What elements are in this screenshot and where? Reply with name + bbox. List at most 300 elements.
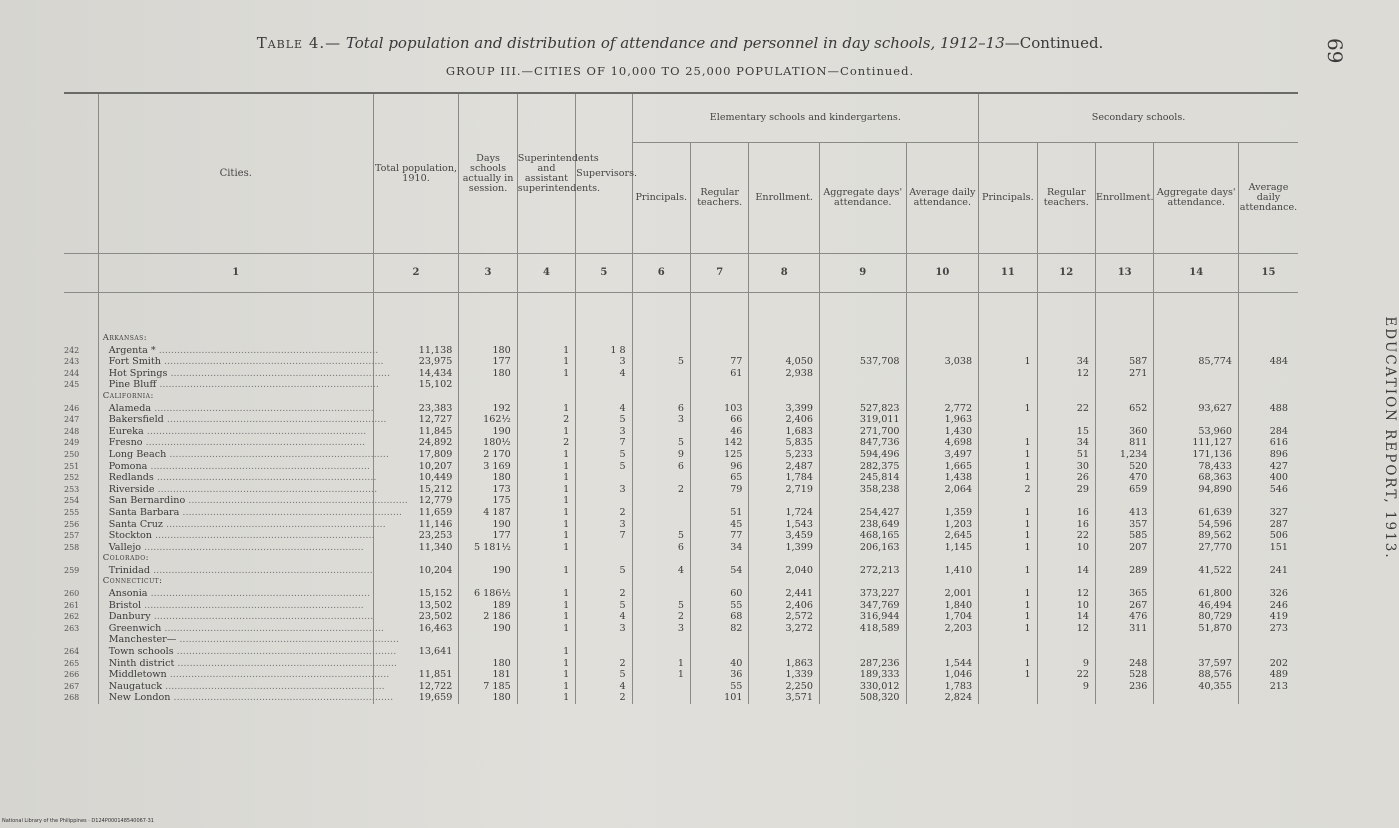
- cell-col-10: 1,840: [906, 600, 979, 612]
- row-number: [64, 634, 98, 646]
- table-row: [64, 507, 1298, 519]
- cell-col-12: 14: [1037, 611, 1095, 623]
- city-name: [98, 669, 390, 681]
- cell-col-10: 1,438: [906, 472, 979, 484]
- row-number: 268: [64, 693, 80, 703]
- page-number: 69: [1323, 38, 1347, 64]
- cell-col-12: [1037, 646, 1095, 658]
- cell-col-15: [1239, 368, 1299, 380]
- cell-col-8: [749, 646, 820, 658]
- cell-col-6: 9: [632, 449, 690, 461]
- cell-col-5: 4: [576, 403, 632, 415]
- table-row: [64, 345, 1298, 357]
- cell-col-12: 12: [1037, 623, 1095, 635]
- city-name: [98, 518, 386, 531]
- running-head: EDUCATION REPORT, 1913.: [1382, 316, 1398, 560]
- cell-col-4: 1: [517, 507, 575, 519]
- column-number: 6: [632, 254, 690, 293]
- leader-dots: ........................................................................: [173, 646, 397, 658]
- cell-col-11: [979, 368, 1037, 380]
- cell-col-2: 12,779: [373, 495, 459, 507]
- cell-col-7: [691, 634, 749, 646]
- city-label: Ninth district: [108, 657, 175, 669]
- header-elem-aggregate: Aggregate days' attendance.: [819, 143, 906, 254]
- cell-col-7: 51: [691, 507, 749, 519]
- header-secondary-group: Secondary schools.: [979, 93, 1298, 143]
- cell-col-6: [632, 472, 690, 484]
- spacer-cell: [98, 293, 373, 334]
- empty-cell: [1095, 576, 1153, 588]
- cell-col-13: 470: [1095, 472, 1153, 484]
- spacer-cell: [1154, 293, 1239, 334]
- cell-col-6: 6: [632, 461, 690, 473]
- cell-col-14: [1154, 692, 1239, 704]
- cell-col-8: 3,459: [749, 530, 820, 542]
- cell-col-3: 2 170: [459, 449, 517, 461]
- cell-col-13: 311: [1095, 623, 1153, 635]
- empty-cell: [1037, 553, 1095, 565]
- empty-cell: [576, 553, 632, 565]
- cell-col-7: 77: [691, 530, 749, 542]
- header-elem-teachers: Regular teachers.: [691, 143, 749, 254]
- cell-col-2: 24,892: [373, 437, 459, 449]
- cell-col-6: 5: [632, 356, 690, 368]
- cell-col-2: 10,449: [373, 472, 459, 484]
- table-row: [64, 379, 1298, 391]
- header-population: Total population, 1910.: [373, 93, 459, 254]
- cell-col-9: [819, 379, 906, 391]
- row-number: 255: [64, 507, 80, 517]
- cell-col-11: [979, 692, 1037, 704]
- state-name: Arkansas:: [98, 333, 373, 345]
- empty-cell: [576, 391, 632, 403]
- cell-col-11: 1: [979, 669, 1037, 681]
- cell-col-14: [1154, 646, 1239, 658]
- cell-col-6: [632, 495, 690, 507]
- city-name: [98, 356, 384, 368]
- cell-col-13: 811: [1095, 437, 1153, 449]
- table-row: [64, 414, 1298, 426]
- cell-col-2: 15,102: [373, 379, 459, 391]
- spacer-cell: [373, 293, 459, 334]
- empty-cell: [819, 576, 906, 588]
- cell-col-15: 488: [1239, 403, 1299, 415]
- cell-col-14: 85,774: [1154, 356, 1239, 368]
- cell-col-8: 5,835: [749, 437, 820, 449]
- cell-col-6: 6: [632, 403, 690, 415]
- cell-col-15: 616: [1239, 437, 1299, 449]
- cell-col-8: 1,683: [749, 426, 820, 438]
- column-number: 10: [906, 254, 979, 293]
- cell-col-6: [632, 634, 690, 646]
- cell-col-11: 1: [979, 437, 1037, 449]
- cell-col-8: 1,399: [749, 542, 820, 554]
- cell-col-13: [1095, 345, 1153, 357]
- leader-dots: ........................................................................: [142, 437, 366, 449]
- cell-col-14: 78,433: [1154, 461, 1239, 473]
- cell-col-15: 489: [1239, 669, 1299, 681]
- cell-col-4: 1: [517, 588, 575, 600]
- cell-col-11: 1: [979, 356, 1037, 368]
- cell-col-9: 287,236: [819, 658, 906, 670]
- empty-cell: [1037, 576, 1095, 588]
- cell-col-6: 3: [632, 414, 690, 426]
- cell-col-6: [632, 692, 690, 704]
- empty-cell: [1154, 391, 1239, 403]
- cell-col-12: [1037, 379, 1095, 391]
- leader-dots: ........................................................................: [147, 588, 371, 600]
- city-label: Eureka: [108, 425, 144, 437]
- city-label: Santa Barbara: [108, 506, 180, 518]
- cell-col-13: 413: [1095, 507, 1153, 519]
- cell-col-11: 1: [979, 530, 1037, 542]
- cell-col-12: 22: [1037, 403, 1095, 415]
- cell-col-11: 1: [979, 472, 1037, 484]
- cell-col-3: 180: [459, 658, 517, 670]
- state-name: California:: [98, 391, 373, 403]
- empty-cell: [373, 391, 459, 403]
- state-row: [64, 333, 1298, 345]
- cell-col-5: [576, 379, 632, 391]
- city-label: Fort Smith: [108, 356, 161, 368]
- cell-col-7: 68: [691, 611, 749, 623]
- cell-col-14: [1154, 634, 1239, 646]
- empty-cell: [691, 576, 749, 588]
- cell-col-4: 1: [517, 461, 575, 473]
- city-name: [98, 646, 397, 658]
- city-label: Fresno: [108, 437, 143, 449]
- empty-cell: [1239, 553, 1299, 565]
- cell-col-3: 7 185: [459, 681, 517, 693]
- city-name: [98, 680, 385, 693]
- cell-col-12: 15: [1037, 426, 1095, 438]
- city-name: [98, 634, 399, 646]
- cell-col-11: 1: [979, 658, 1037, 670]
- city-name: [98, 588, 373, 600]
- cell-col-2: 13,641: [373, 646, 459, 658]
- table-row: [64, 437, 1298, 449]
- spacer-cell: [576, 293, 632, 334]
- cell-col-2: 11,851: [373, 669, 459, 681]
- cell-col-4: 2: [517, 437, 575, 449]
- cell-col-7: 66: [691, 414, 749, 426]
- cell-col-14: [1154, 345, 1239, 357]
- table-row: [64, 495, 1298, 507]
- cell-col-10: 1,046: [906, 669, 979, 681]
- table-row: [64, 519, 1298, 531]
- cell-col-14: 37,597: [1154, 658, 1239, 670]
- cell-col-7: 65: [691, 472, 749, 484]
- cell-col-8: 2,406: [749, 600, 820, 612]
- row-number: 254: [64, 496, 80, 506]
- row-number: 248: [64, 426, 80, 436]
- header-elem-principals: Principals.: [632, 143, 690, 254]
- cell-col-7: 61: [691, 368, 749, 380]
- cell-col-5: 1 8: [576, 345, 632, 357]
- cell-col-8: 2,441: [749, 588, 820, 600]
- leader-dots: ........................................................................: [163, 414, 387, 426]
- cell-col-3: 190: [459, 623, 517, 635]
- cell-col-9: 272,213: [819, 565, 906, 577]
- cell-col-15: [1239, 379, 1299, 391]
- cell-col-9: 418,589: [819, 623, 906, 635]
- state-row: [64, 553, 1298, 565]
- cell-col-3: 3 169: [459, 461, 517, 473]
- cell-col-13: 360: [1095, 426, 1153, 438]
- cell-col-12: [1037, 345, 1095, 357]
- row-number: 261: [64, 600, 80, 610]
- cell-col-10: 2,824: [906, 692, 979, 704]
- cell-col-3: 192: [459, 403, 517, 415]
- row-number: [64, 391, 98, 403]
- cell-col-2: 11,659: [373, 507, 459, 519]
- cell-col-10: 1,359: [906, 507, 979, 519]
- cell-col-14: 80,729: [1154, 611, 1239, 623]
- cell-col-6: 1: [632, 658, 690, 670]
- empty-cell: [906, 333, 979, 345]
- cell-col-15: 546: [1239, 484, 1299, 496]
- empty-cell: [517, 391, 575, 403]
- empty-cell: [576, 333, 632, 345]
- empty-cell: [1239, 391, 1299, 403]
- cell-col-4: [517, 634, 575, 646]
- city-name: [98, 403, 373, 415]
- empty-cell: [979, 576, 1037, 588]
- cell-col-14: 171,136: [1154, 449, 1239, 461]
- cell-col-4: 1: [517, 611, 575, 623]
- spacer-cell: [979, 293, 1037, 334]
- row-number: [64, 553, 98, 565]
- cell-col-11: [979, 681, 1037, 693]
- cell-col-11: [979, 379, 1037, 391]
- cell-col-12: 9: [1037, 681, 1095, 693]
- header-sec-enrollment: Enrollment.: [1095, 143, 1153, 254]
- cell-col-4: 2: [517, 414, 575, 426]
- cell-col-15: 400: [1239, 472, 1299, 484]
- cell-col-8: 1,784: [749, 472, 820, 484]
- column-number: 9: [819, 254, 906, 293]
- cell-col-12: 16: [1037, 519, 1095, 531]
- cell-col-10: 1,544: [906, 658, 979, 670]
- empty-cell: [819, 553, 906, 565]
- column-number: 1: [98, 254, 373, 293]
- table-row: [64, 426, 1298, 438]
- cell-col-15: [1239, 692, 1299, 704]
- cell-col-5: [576, 542, 632, 554]
- row-number: 246: [64, 403, 80, 413]
- empty-cell: [979, 333, 1037, 345]
- city-name: [98, 565, 373, 577]
- cell-col-6: 5: [632, 437, 690, 449]
- city-name: [98, 437, 373, 449]
- cell-col-7: 55: [691, 600, 749, 612]
- cell-col-5: 5: [576, 565, 632, 577]
- table-row: [64, 669, 1298, 681]
- data-table: [64, 92, 1298, 704]
- cell-col-15: [1239, 345, 1299, 357]
- empty-cell: [749, 333, 820, 345]
- empty-cell: [1154, 576, 1239, 588]
- cell-col-4: 1: [517, 449, 575, 461]
- cell-col-8: 2,250: [749, 681, 820, 693]
- cell-col-5: 4: [576, 681, 632, 693]
- cell-col-3: 173: [459, 484, 517, 496]
- cell-col-12: 16: [1037, 507, 1095, 519]
- header-supervisors: Supervisors.: [576, 93, 632, 254]
- empty-cell: [749, 576, 820, 588]
- cell-col-7: 125: [691, 449, 749, 461]
- cell-col-3: 180: [459, 345, 517, 357]
- cell-col-12: 51: [1037, 449, 1095, 461]
- cell-col-5: 3: [576, 623, 632, 635]
- city-label: New London: [108, 692, 171, 704]
- cell-col-15: 273: [1239, 623, 1299, 635]
- city-label: Riverside: [108, 483, 155, 495]
- header-elem-enrollment: Enrollment.: [749, 143, 820, 254]
- city-name: [98, 472, 377, 484]
- state-row: [64, 391, 1298, 403]
- cell-col-10: 1,430: [906, 426, 979, 438]
- cell-col-6: 3: [632, 623, 690, 635]
- spacer-cell: [906, 293, 979, 334]
- cell-col-13: [1095, 414, 1153, 426]
- empty-cell: [459, 391, 517, 403]
- leader-dots: ........................................................................: [163, 518, 386, 530]
- empty-cell: [979, 553, 1037, 565]
- cell-col-12: 12: [1037, 368, 1095, 380]
- city-label: Danbury: [108, 611, 151, 623]
- cell-col-5: 2: [576, 692, 632, 704]
- cell-col-14: [1154, 368, 1239, 380]
- cell-col-7: 54: [691, 565, 749, 577]
- cell-col-12: [1037, 692, 1095, 704]
- row-number: 256: [64, 519, 80, 529]
- cell-col-2: 12,722: [373, 681, 459, 693]
- cell-col-13: [1095, 495, 1153, 507]
- cell-col-3: 180: [459, 472, 517, 484]
- cell-col-11: 1: [979, 519, 1037, 531]
- cell-col-8: 1,543: [749, 519, 820, 531]
- table-row: [64, 542, 1298, 554]
- rownum-number-cell: [64, 254, 98, 293]
- cell-col-13: [1095, 692, 1153, 704]
- cell-col-3: 177: [459, 530, 517, 542]
- cell-col-9: 254,427: [819, 507, 906, 519]
- table-row: [64, 565, 1298, 577]
- cell-col-6: 6: [632, 542, 690, 554]
- cell-col-15: 151: [1239, 542, 1299, 554]
- cell-col-10: 2,001: [906, 588, 979, 600]
- row-number: 258: [64, 542, 80, 552]
- spacer-cell: [64, 293, 98, 334]
- state-name: Colorado:: [98, 553, 373, 565]
- header-elem-average: Average daily attendance.: [906, 143, 979, 254]
- cell-col-3: 177: [459, 356, 517, 368]
- column-number: 11: [979, 254, 1037, 293]
- empty-cell: [1095, 391, 1153, 403]
- cell-col-8: 3,571: [749, 692, 820, 704]
- table-row: [64, 472, 1298, 484]
- table-row: [64, 356, 1298, 368]
- city-name: [98, 483, 378, 496]
- title-lead: Table 4.—: [256, 34, 342, 52]
- cell-col-5: [576, 646, 632, 658]
- cell-col-14: 46,494: [1154, 600, 1239, 612]
- cell-col-14: 61,800: [1154, 588, 1239, 600]
- cell-col-6: 4: [632, 565, 690, 577]
- table-row: [64, 461, 1298, 473]
- cell-col-8: 1,724: [749, 507, 820, 519]
- column-number: 4: [517, 254, 575, 293]
- cell-col-6: 2: [632, 611, 690, 623]
- state-name: Connecticut:: [98, 576, 373, 588]
- cell-col-12: 34: [1037, 437, 1095, 449]
- city-label: Vallejo: [108, 541, 142, 553]
- cell-col-15: 327: [1239, 507, 1299, 519]
- empty-cell: [517, 576, 575, 588]
- row-number: 252: [64, 473, 80, 483]
- cell-col-9: 373,227: [819, 588, 906, 600]
- cell-col-5: 7: [576, 530, 632, 542]
- cell-col-10: 3,497: [906, 449, 979, 461]
- cell-col-9: [819, 368, 906, 380]
- empty-cell: [1037, 333, 1095, 345]
- cell-col-7: 45: [691, 519, 749, 531]
- cell-col-9: [819, 345, 906, 357]
- cell-col-4: 1: [517, 403, 575, 415]
- city-name: [98, 495, 408, 507]
- cell-col-8: 1,863: [749, 658, 820, 670]
- cell-col-5: 4: [576, 368, 632, 380]
- cell-col-9: 508,320: [819, 692, 906, 704]
- column-number: 8: [749, 254, 820, 293]
- cell-col-6: [632, 646, 690, 658]
- cell-col-13: 289: [1095, 565, 1153, 577]
- leader-dots: ........................................................................: [170, 692, 394, 704]
- spacer-cell: [1095, 293, 1153, 334]
- leader-dots: ........................................................................: [160, 356, 384, 368]
- table-row: [64, 634, 1298, 646]
- city-name: [98, 379, 379, 391]
- cell-col-5: 2: [576, 507, 632, 519]
- cell-col-14: 111,127: [1154, 437, 1239, 449]
- header-cities: Cities.: [98, 93, 373, 254]
- city-name: [98, 367, 391, 380]
- cell-col-15: 326: [1239, 588, 1299, 600]
- cell-col-10: 3,038: [906, 356, 979, 368]
- cell-col-4: 1: [517, 368, 575, 380]
- title-italic: Total population and distribution of attendance and personnel in day schools, 1912–13: [345, 34, 1005, 52]
- cell-col-13: 365: [1095, 588, 1153, 600]
- cell-col-15: [1239, 495, 1299, 507]
- cell-col-4: 1: [517, 484, 575, 496]
- leader-dots: ........................................................................: [185, 495, 408, 507]
- cell-col-15: 427: [1239, 461, 1299, 473]
- row-number: 262: [64, 612, 80, 622]
- empty-cell: [373, 576, 459, 588]
- row-number: 263: [64, 623, 80, 633]
- cell-col-3: [459, 379, 517, 391]
- table-row: [64, 681, 1298, 693]
- cell-col-7: 82: [691, 623, 749, 635]
- spacer-cell: [819, 293, 906, 334]
- cell-col-2: 11,138: [373, 345, 459, 357]
- leader-dots: ........................................................................: [141, 599, 364, 611]
- rownum-header: [64, 93, 98, 254]
- cell-col-6: [632, 426, 690, 438]
- cell-col-9: [819, 634, 906, 646]
- city-label: Town schools: [108, 646, 174, 658]
